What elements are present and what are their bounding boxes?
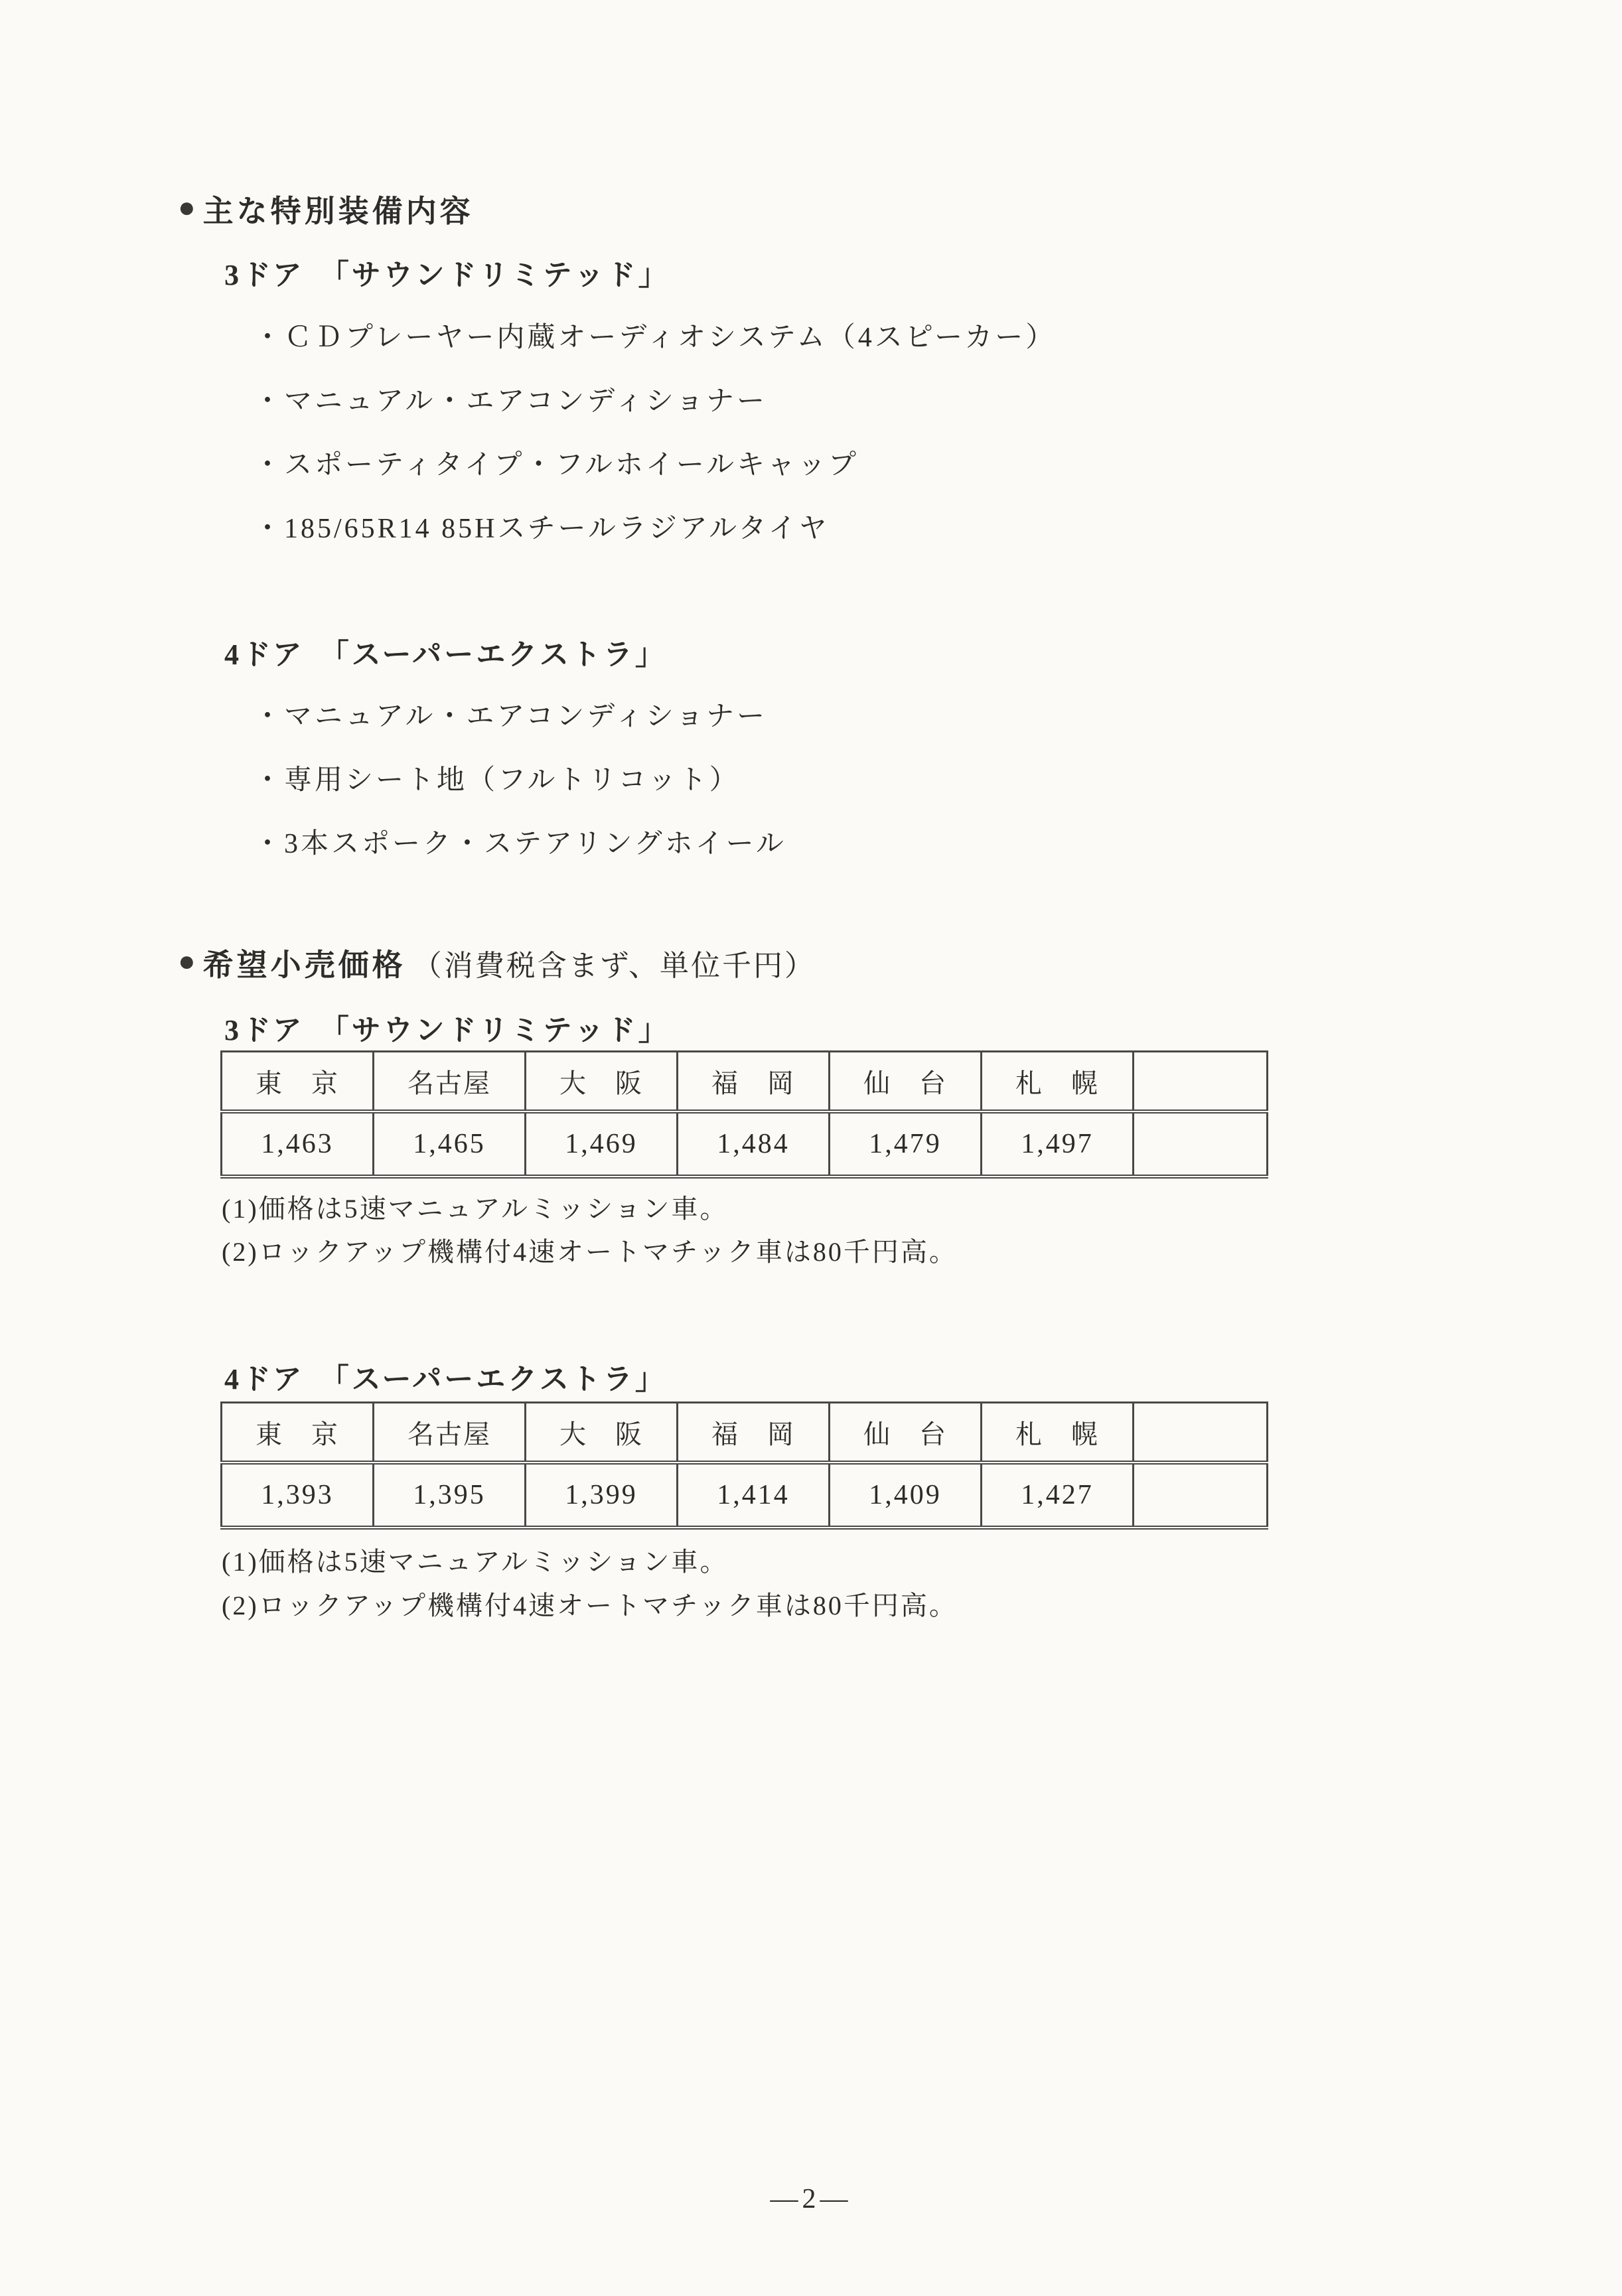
model-prefix: 4ドア [224, 1363, 305, 1396]
price-cell: 1,409 [830, 1463, 982, 1528]
price-cell: 1,427 [982, 1463, 1134, 1528]
price-cell: 1,465 [374, 1112, 526, 1177]
section-bullet-icon: ● [178, 191, 199, 224]
model-prefix: 3ドア [224, 1014, 305, 1046]
equipment-section-heading [178, 187, 474, 231]
equipment-list-3door [254, 323, 1056, 578]
list-item: ・スポーティタイプ・フルホイールキャップ [254, 450, 859, 480]
column-header: 東 京 [222, 1403, 374, 1463]
price-cell [1134, 1463, 1268, 1528]
price-note: (2)ロックアップ機構付4速オートマチック車は80千円高。 [222, 1591, 958, 1620]
price-cell: 1,484 [678, 1112, 830, 1177]
page-number: —2— [770, 2184, 852, 2214]
column-header: 仙 台 [830, 1052, 982, 1112]
list-item: ・185/65R14 85Hスチールラジアルタイヤ [254, 514, 830, 544]
column-header: 大 阪 [526, 1052, 678, 1112]
column-header: 名古屋 [374, 1052, 526, 1112]
column-header: 福 岡 [678, 1052, 830, 1112]
column-header: 大 阪 [526, 1403, 678, 1463]
price-note: (1)価格は5速マニュアルミッション車。 [222, 1194, 729, 1224]
price-cell: 1,399 [526, 1463, 678, 1528]
price-note: (1)価格は5速マニュアルミッション車。 [222, 1547, 729, 1577]
price-table-3door [220, 1050, 1268, 1179]
price-cell: 1,479 [830, 1112, 982, 1177]
pricing-section-heading [178, 941, 816, 985]
price-cell: 1,395 [374, 1463, 526, 1528]
price-note: (2)ロックアップ機構付4速オートマチック車は80千円高。 [222, 1237, 958, 1267]
list-item: ・3本スポーク・ステアリングホイール [254, 829, 786, 859]
table-header-row [222, 1403, 1268, 1463]
model-prefix: 3ドア [224, 259, 305, 291]
price-cell [1134, 1112, 1268, 1177]
price-cell: 1,463 [222, 1112, 374, 1177]
table-header-row [222, 1052, 1268, 1112]
model-name: 「サウンドリミテッド」 [319, 1014, 670, 1046]
list-item: ・ＣＤプレーヤー内蔵オーディオシステム（4スピーカー） [254, 323, 1057, 353]
model-name: 「スーパーエクストラ」 [319, 638, 667, 671]
column-header: 名古屋 [374, 1403, 526, 1463]
section-bullet-icon: ● [178, 945, 199, 977]
pricing-section-note: （消費税含まず、単位千円） [412, 950, 816, 982]
column-header: 仙 台 [830, 1403, 982, 1463]
column-header [1134, 1403, 1268, 1463]
price-cell: 1,414 [678, 1463, 830, 1528]
column-header: 札 幌 [982, 1052, 1134, 1112]
price-cell: 1,393 [222, 1463, 374, 1528]
model-name: 「スーパーエクストラ」 [319, 1363, 667, 1396]
column-header [1134, 1052, 1268, 1112]
price-table-heading-3door [224, 1006, 670, 1048]
table-row [222, 1112, 1268, 1177]
price-table-heading-4door [224, 1355, 667, 1398]
pricing-section-title: 希望小売価格 [202, 948, 406, 982]
column-header: 札 幌 [982, 1403, 1134, 1463]
model-prefix: 4ドア [224, 638, 305, 671]
price-cell: 1,469 [526, 1112, 678, 1177]
equipment-section-title: 主な特別装備内容 [202, 194, 474, 228]
list-item: ・専用シート地（フルトリコット） [254, 765, 740, 796]
column-header: 東 京 [222, 1052, 374, 1112]
column-header: 福 岡 [678, 1403, 830, 1463]
list-item: ・マニュアル・エアコンディショナー [254, 386, 768, 417]
equipment-group-heading-3door [224, 251, 670, 293]
list-item: ・マニュアル・エアコンディショナー [254, 701, 768, 732]
price-cell: 1,497 [982, 1112, 1134, 1177]
price-table-4door [220, 1401, 1268, 1530]
table-row [222, 1463, 1268, 1528]
model-name: 「サウンドリミテッド」 [319, 259, 670, 291]
equipment-group-heading-4door [224, 630, 667, 673]
equipment-list-4door [254, 702, 786, 893]
